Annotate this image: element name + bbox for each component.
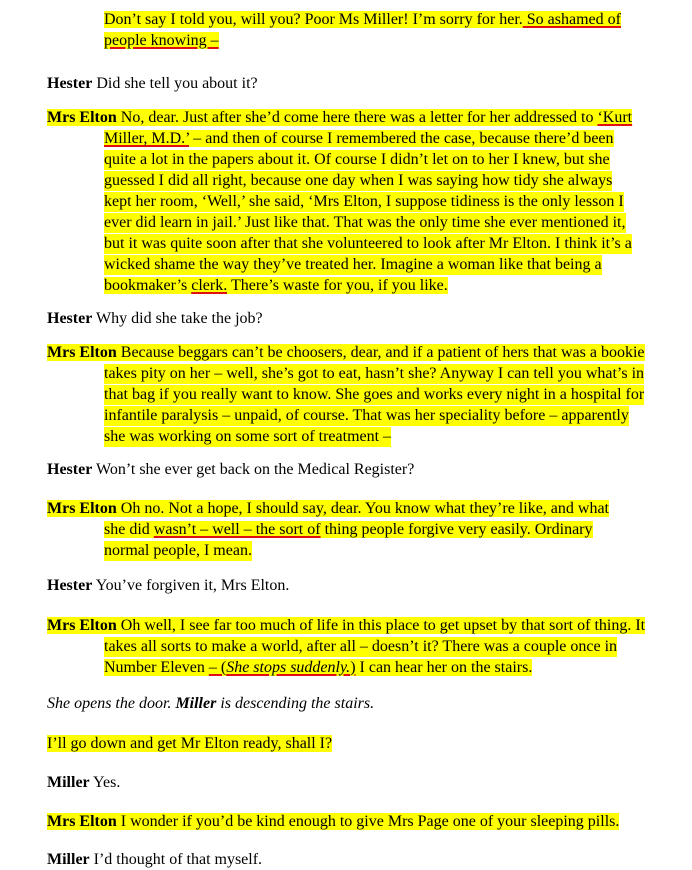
speaker-hester: Hester [47, 461, 93, 478]
p3-line-8: wicked shame the way they’ve treated her. Imagine a woman like that being a [104, 256, 602, 273]
p7-line-2: she did wasn’t – well – the sort of thing people forgive very easily. Ordinary [104, 521, 593, 538]
p4-line: Hester Why did she take the job? [47, 310, 263, 327]
p1-line-1: Don’t say I told you, will you? Poor Ms Miller! I’m sorry for her. So ashamed of [104, 11, 621, 28]
p5-line-1: Mrs Elton Because beggars can’t be choosers, dear, and if a patient of hers that was a bookie [47, 344, 645, 361]
speaker-hester: Hester [47, 310, 93, 327]
speaker-miller: Miller [47, 851, 90, 868]
p12-line: Miller Yes. [47, 774, 121, 791]
speaker-miller: Miller [47, 774, 90, 791]
p7-line-1: Mrs Elton Oh no. Not a hope, I should say, dear. You know what they’re like, and what [47, 500, 609, 517]
speaker-mrs-elton: Mrs Elton [47, 500, 117, 517]
p2-line: Hester Did she tell you about it? [47, 75, 258, 92]
p9-line-2: takes all sorts to make a world, after all – doesn’t it? There was a couple once in [104, 638, 618, 655]
p5-line-4: infantile paralysis – unpaid, of course. That was her speciality before – apparently [104, 407, 629, 424]
p3-line-7: but it was quite soon after that she volunteered to look after Mr Elton. I think it’s a [104, 235, 632, 252]
p1-line-2: people knowing – [104, 32, 219, 49]
p9-line-1: Mrs Elton Oh well, I see far too much of life in this place to get upset by that sort of thing. It [47, 617, 646, 634]
p3-line-6: ever did learn in jail.’ Just like that. That was the only time she ever mentioned it, [104, 214, 626, 231]
speaker-mrs-elton: Mrs Elton [47, 813, 117, 830]
p6-line: Hester Won’t she ever get back on the Medical Register? [47, 461, 415, 478]
p3-line-9: bookmaker’s clerk. There’s waste for you, if you like. [104, 277, 448, 294]
stage-direction: She opens the door. Miller is descending the stairs. [47, 695, 375, 712]
speaker-hester: Hester [47, 577, 93, 594]
p3-line-2: Miller, M.D.’ – and then of course I remembered the case, because there’d been [104, 130, 614, 147]
p3-line-1: Mrs Elton No, dear. Just after she’d come here there was a letter for her addressed to ‘Kurt [47, 109, 633, 126]
p3-line-4: guessed I did all right, because one day when I was saying how tidy she always [104, 172, 613, 189]
speaker-mrs-elton: Mrs Elton [47, 617, 117, 634]
p13-line: Mrs Elton I wonder if you’d be kind enough to give Mrs Page one of your sleeping pills. [47, 813, 620, 830]
speaker-mrs-elton: Mrs Elton [47, 344, 117, 361]
p7-line-3: normal people, I mean. [104, 542, 252, 559]
p11-line: I’ll go down and get Mr Elton ready, shall I? [47, 735, 333, 752]
p8-line: Hester You’ve forgiven it, Mrs Elton. [47, 577, 290, 594]
p14-line: Miller I’d thought of that myself. [47, 851, 263, 868]
p3-line-5: kept her room, ‘Well,’ she said, ‘Mrs Elton, I suppose tidiness is the only lesson I [104, 193, 624, 210]
speaker-hester: Hester [47, 75, 93, 92]
p5-line-5: she was working on some sort of treatment – [104, 428, 392, 445]
p5-line-3: that bag if you really want to know. She goes and works every night in a hospital for [104, 386, 645, 403]
p9-line-3: Number Eleven – (She stops suddenly.) I can hear her on the stairs. [104, 659, 533, 676]
p5-line-2: takes pity on her – well, she’s got to eat, hasn’t she? Anyway I can tell you what’s in [104, 365, 645, 382]
p3-line-3: quite a lot in the papers about it. Of course I didn’t let on to her I knew, but she [104, 151, 610, 168]
speaker-mrs-elton: Mrs Elton [47, 109, 117, 126]
